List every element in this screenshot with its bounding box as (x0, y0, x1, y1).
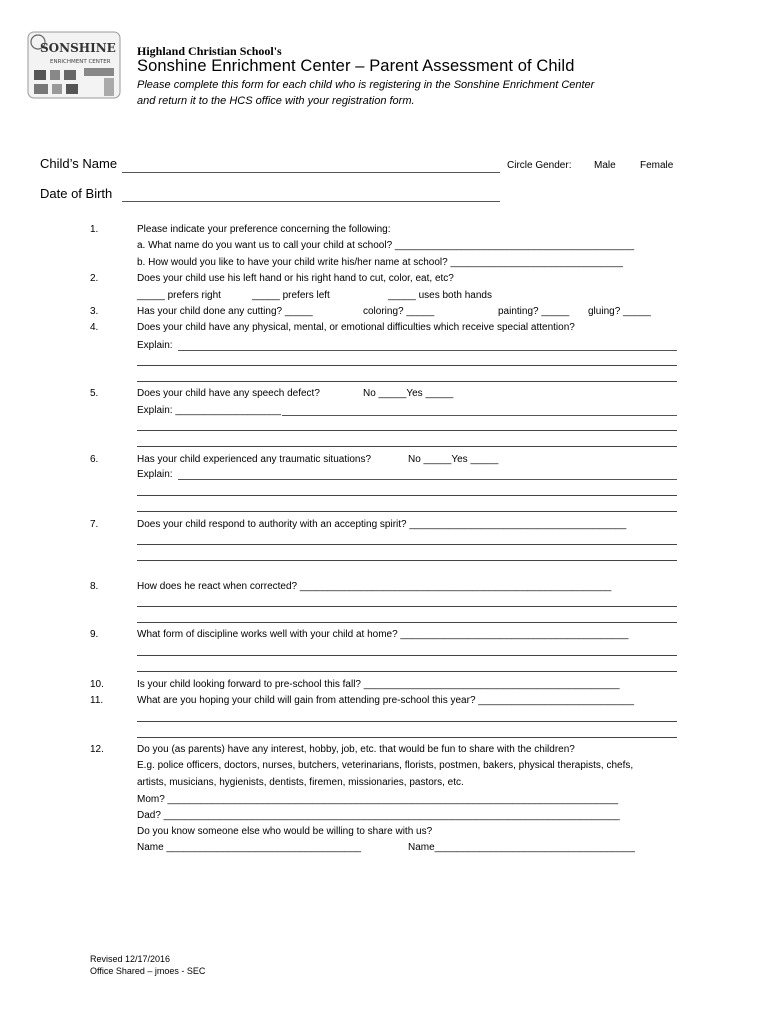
traumatic-yes-no-field[interactable]: No _____Yes _____ (408, 454, 499, 465)
question-12-line-3: artists, musicians, hygienists, dentists, firemen, missionaries, pastors, etc. (137, 777, 464, 788)
instruction-line-2: and return it to the HCS office with your registration form. (137, 95, 415, 107)
explain-label-5: Explain: ___________________ (137, 405, 282, 416)
question-1b[interactable]: b. How would you like to have your child write his/her name at school? _______________________________ (137, 257, 623, 268)
coloring-field[interactable]: coloring? _____ (363, 306, 435, 317)
gender-female-option[interactable]: Female (640, 160, 674, 171)
question-number-5: 5. (90, 388, 99, 399)
answer-line[interactable] (137, 495, 677, 496)
explain-field-4[interactable] (178, 350, 677, 351)
uses-both-hands-option[interactable]: _____ uses both hands (388, 290, 492, 301)
form-title: Sonshine Enrichment Center – Parent Assessment of Child (137, 57, 575, 75)
answer-line[interactable] (137, 655, 677, 656)
contact-name-field-1[interactable]: Name ___________________________________ (137, 842, 362, 853)
question-number-10: 10. (90, 679, 104, 690)
school-name: Highland Christian School's (137, 44, 282, 58)
answer-line[interactable] (137, 606, 677, 607)
instruction-line-1: Please complete this form for each child who is registering in the Sonshine Enrichment Center (137, 79, 595, 91)
question-10[interactable]: Is your child looking forward to pre-school this fall? ______________________________________________ (137, 679, 620, 690)
gender-male-option[interactable]: Male (594, 160, 616, 171)
answer-line[interactable] (137, 381, 677, 382)
question-5: Does your child have any speech defect? (137, 388, 320, 399)
question-1a[interactable]: a. What name do you want us to call your child at school? ___________________________________________ (137, 240, 635, 251)
explain-field-5[interactable] (282, 415, 677, 416)
question-8[interactable]: How does he react when corrected? ________________________________________________________ (137, 581, 612, 592)
question-12-line-2: E.g. police officers, doctors, nurses, butchers, veterinarians, florists, postmen, bakers, physical therapists, chefs, (137, 760, 634, 771)
answer-line[interactable] (137, 365, 677, 366)
question-7[interactable]: Does your child respond to authority with an accepting spirit? _______________________________________ (137, 519, 627, 530)
question-6: Has your child experienced any traumatic situations? (137, 454, 372, 465)
childs-name-field[interactable] (122, 172, 500, 173)
answer-line[interactable] (137, 544, 677, 545)
speech-yes-no-field[interactable]: No _____Yes _____ (363, 388, 454, 399)
answer-line[interactable] (137, 511, 677, 512)
explain-field-6[interactable] (178, 479, 677, 480)
question-3[interactable]: Has your child done any cutting? _____ (137, 306, 313, 317)
mom-field[interactable]: Mom? _________________________________________________________________________________ (137, 794, 619, 805)
logo-subtitle: ENRICHMENT CENTER (50, 59, 111, 65)
answer-line[interactable] (137, 671, 677, 672)
question-11[interactable]: What are you hoping your child will gain from attending pre-school this year? ____________________________ (137, 695, 635, 706)
answer-line[interactable] (137, 560, 677, 561)
logo-title: SONSHINE (40, 41, 116, 55)
question-number-12: 12. (90, 744, 104, 755)
question-2: Does your child use his left hand or his right hand to cut, color, eat, etc? (137, 273, 454, 284)
explain-label-4: Explain: (137, 340, 173, 351)
date-of-birth-field[interactable] (122, 201, 500, 202)
painting-field[interactable]: painting? _____ (498, 306, 570, 317)
dad-field[interactable]: Dad? __________________________________________________________________________________ (137, 810, 620, 821)
instructions (137, 77, 657, 109)
question-number-7: 7. (90, 519, 99, 530)
question-12-line-1: Do you (as parents) have any interest, hobby, job, etc. that would be fun to share with the children? (137, 744, 575, 755)
share-question: Do you know someone else who would be willing to share with us? (137, 826, 433, 837)
question-number-1: 1. (90, 224, 99, 235)
question-number-11: 11. (90, 695, 104, 706)
revision-date: Revised 12/17/2016 (90, 954, 171, 964)
question-1: Please indicate your preference concerning the following: (137, 224, 391, 235)
answer-line[interactable] (137, 737, 677, 738)
question-4: Does your child have any physical, mental, or emotional difficulties which receive special attention? (137, 322, 575, 333)
prefers-right-option[interactable]: _____ prefers right (137, 290, 221, 301)
office-note: Office Shared – jmoes - SEC (90, 966, 206, 976)
question-number-6: 6. (90, 454, 99, 465)
contact-name-field-2[interactable]: Name____________________________________ (408, 842, 635, 853)
sonshine-logo (26, 30, 122, 100)
question-number-4: 4. (90, 322, 99, 333)
gluing-field[interactable]: gluing? _____ (588, 306, 651, 317)
prefers-left-option[interactable]: _____ prefers left (252, 290, 330, 301)
question-9[interactable]: What form of discipline works well with your child at home? _________________________________________ (137, 629, 629, 640)
answer-line[interactable] (137, 446, 677, 447)
childs-name-label: Child’s Name (40, 156, 118, 171)
question-number-8: 8. (90, 581, 99, 592)
explain-label-6: Explain: (137, 469, 173, 480)
question-number-2: 2. (90, 273, 99, 284)
question-number-9: 9. (90, 629, 99, 640)
answer-line[interactable] (137, 430, 677, 431)
answer-line[interactable] (137, 622, 677, 623)
date-of-birth-label: Date of Birth (40, 186, 113, 201)
answer-line[interactable] (137, 721, 677, 722)
gender-label: Circle Gender: (507, 160, 572, 171)
question-number-3: 3. (90, 306, 99, 317)
